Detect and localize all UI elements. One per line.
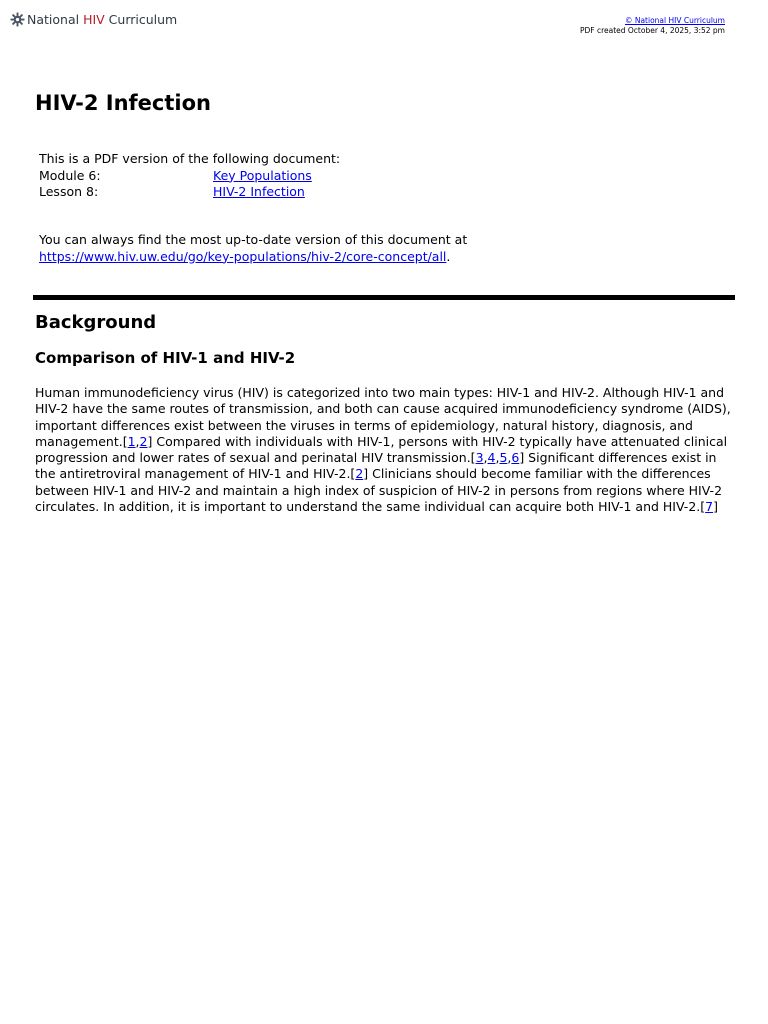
reference-link[interactable]: 2 — [139, 433, 148, 449]
reference-link[interactable]: 1 — [127, 433, 136, 449]
paragraph-text: ] Significant differences exist in the antiretroviral management of HIV-1 and HIV-2.[ — [35, 450, 717, 482]
availability-text: You can always find the most up-to-date version of this document at — [39, 232, 468, 247]
reference-link[interactable]: 4 — [487, 450, 496, 466]
paragraph-text: , — [495, 450, 500, 466]
lesson-label: Lesson 8: — [39, 184, 99, 199]
section-heading: Background — [35, 312, 157, 333]
logo-text-national: National — [27, 11, 84, 27]
section-subheading: Comparison of HIV-1 and HIV-2 — [35, 349, 296, 367]
paragraph-text: ] Compared with individuals with HIV-1, persons with HIV-2 typically have attenuated clinical progression and lower rates of sexual and perinatal HIV transmission.[ — [35, 433, 728, 466]
paragraph-text: , — [507, 450, 512, 466]
paragraph-text: , — [135, 433, 140, 449]
copyright-link[interactable]: © National HIV Curriculum — [624, 16, 725, 25]
pdf-created-date: PDF created October 4, 2025, 3:52 pm — [579, 26, 725, 35]
paragraph-text: , — [483, 450, 488, 466]
document-info — [39, 151, 340, 201]
section-divider — [33, 295, 735, 300]
paragraph-text: ] — [713, 499, 718, 515]
lesson-row — [39, 184, 340, 201]
header-meta — [580, 16, 725, 36]
reference-link[interactable]: 2 — [355, 466, 364, 482]
module-link[interactable]: Key Populations — [213, 167, 312, 183]
availability-note — [39, 232, 467, 265]
paragraph-text: Human immunodeficiency virus (HIV) is categorized into two main types: HIV-1 and HIV-2. Although HIV-1 and HIV-2 have the same routes of transmission, and both can cause acquired immunodeficiency syndrome (AIDS), important differences exist between the viruses in terms of epidemiology, natural history, diagnosis, and management.[ — [35, 385, 731, 449]
reference-link[interactable]: 6 — [511, 450, 520, 466]
reference-link[interactable]: 7 — [705, 499, 714, 515]
reference-link[interactable]: 3 — [475, 450, 484, 466]
availability-period: . — [446, 248, 451, 264]
gear-logo-icon — [10, 12, 25, 27]
logo-text-hiv: HIV — [83, 11, 105, 27]
lesson-link[interactable]: HIV-2 Infection — [213, 184, 305, 199]
logo-text-curriculum: Curriculum — [104, 11, 178, 27]
reference-link[interactable]: 5 — [499, 450, 508, 466]
pdf-intro-text: This is a PDF version of the following document: — [39, 151, 341, 166]
paragraph-text: ] Clinicians should become familiar with the differences between HIV-1 and HIV-2 and maintain a high index of suspicion of HIV-2 in persons from regions where HIV-2 circulates. In addition, it is important to understand the same individual can acquire both HIV-1 and HIV-2.[ — [35, 466, 723, 515]
module-row — [39, 168, 340, 185]
document-url-link[interactable]: https://www.hiv.uw.edu/go/key-populations/hiv-2/core-concept/all — [39, 248, 447, 264]
document-title: HIV-2 Infection — [35, 91, 211, 115]
body-paragraph — [35, 385, 735, 515]
national-hiv-curriculum-logo[interactable] — [10, 10, 177, 28]
module-label: Module 6: — [39, 167, 101, 183]
